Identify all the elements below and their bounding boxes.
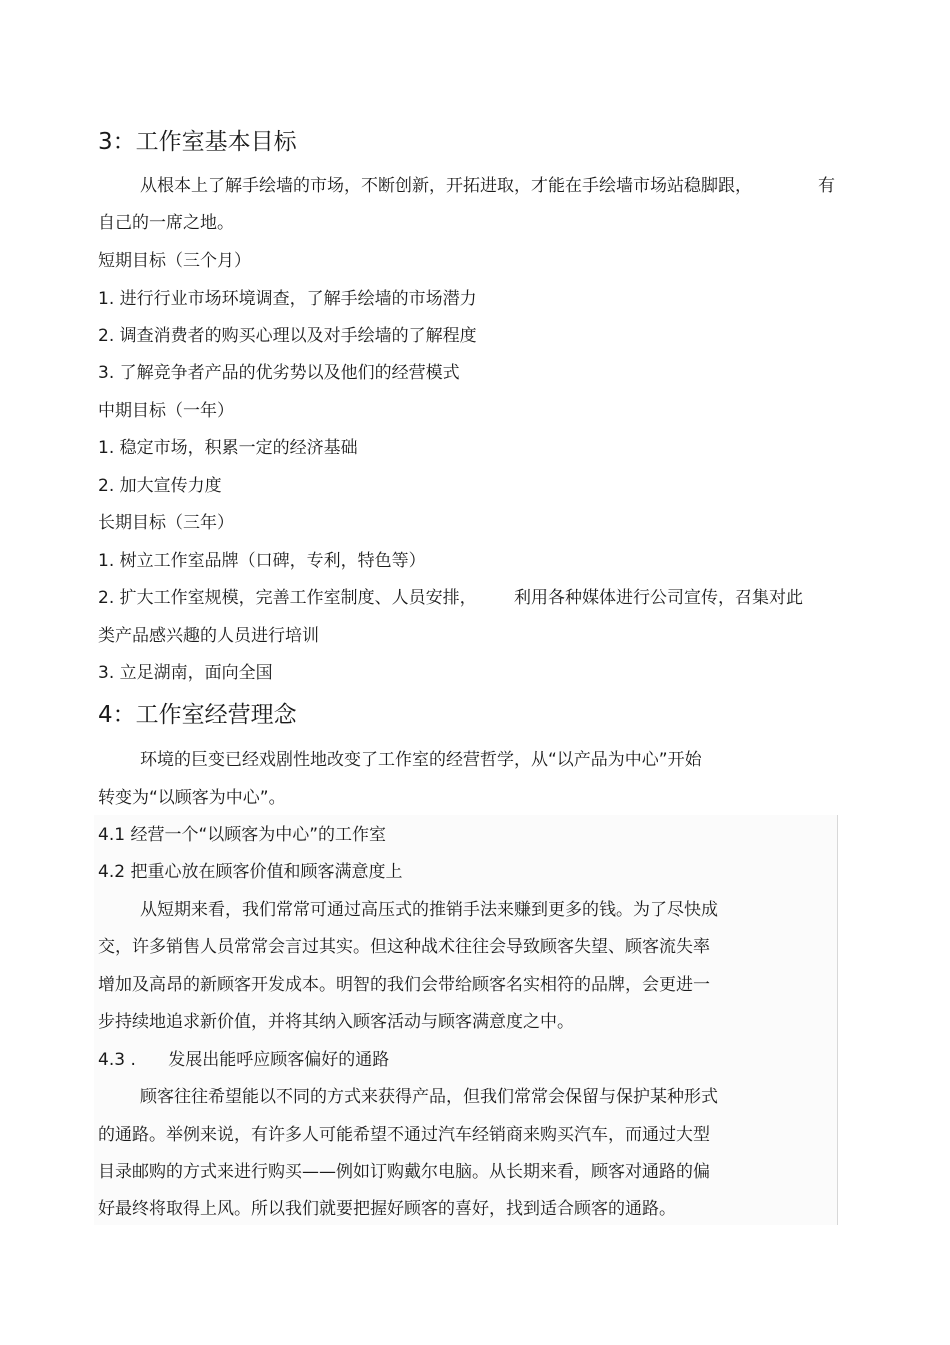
- short-term-item-1: 1. 进行行业市场环境调查，了解手绘墙的市场潜力: [98, 289, 477, 309]
- long-term-item-2-continued: 利用各种媒体进行公司宣传，召集对此: [514, 588, 803, 608]
- subsection-4-3-paragraph-line-1: 顾客往往希望能以不同的方式来获得产品，但我们常常会保留与保护某种形式: [140, 1087, 718, 1107]
- long-term-item-1: 1. 树立工作室品牌（口碑，专利，特色等）: [98, 551, 426, 571]
- short-term-title: 短期目标（三个月）: [98, 251, 251, 271]
- subsection-4-3-paragraph-line-2: 的通路。举例来说，有许多人可能希望不通过汽车经销商来购买汽车，而通过大型: [98, 1125, 710, 1145]
- subsection-4-1-heading: 4.1 经营一个“以顾客为中心”的工作室: [98, 825, 387, 845]
- section-4-intro-line-2: 转变为“以顾客为中心”。: [98, 788, 286, 808]
- short-term-item-2: 2. 调查消费者的购买心理以及对手绘墙的了解程度: [98, 326, 477, 346]
- subsection-4-2-paragraph-line-2: 交，许多销售人员常常会言过其实。但这种战术往往会导致顾客失望、顾客流失率: [98, 937, 710, 957]
- subsection-4-2-heading: 4.2 把重心放在顾客价值和顾客满意度上: [98, 862, 403, 882]
- section-3-intro-line-1-end: 有: [818, 176, 835, 196]
- section-4-intro-line-1: 环境的巨变已经戏剧性地改变了工作室的经营哲学，从“以产品为中心”开始: [140, 750, 702, 770]
- long-term-item-2: 2. 扩大工作室规模，完善工作室制度、人员安排，: [98, 588, 477, 608]
- short-term-item-3: 3. 了解竞争者产品的优劣势以及他们的经营模式: [98, 363, 460, 383]
- long-term-title: 长期目标（三年）: [98, 513, 234, 533]
- mid-term-item-1: 1. 稳定市场，积累一定的经济基础: [98, 438, 358, 458]
- section-3-intro-line-1: 从根本上了解手绘墙的市场，不断创新，开拓进取，才能在手绘墙市场站稳脚跟，: [140, 176, 752, 196]
- section-3-intro-line-2: 自己的一席之地。: [98, 213, 234, 233]
- mid-term-title: 中期目标（一年）: [98, 401, 234, 421]
- section-3-heading: 3：工作室基本目标: [98, 129, 297, 155]
- subsection-4-2-paragraph-line-4: 步持续地追求新价值，并将其纳入顾客活动与顾客满意度之中。: [98, 1012, 574, 1032]
- subsection-4-2-paragraph-line-3: 增加及高昂的新顾客开发成本。明智的我们会带给顾客名实相符的品牌，会更进一: [98, 975, 710, 995]
- subsection-4-3-paragraph-line-3: 目录邮购的方式来进行购买——例如订购戴尔电脑。从长期来看，顾客对通路的偏: [98, 1162, 710, 1182]
- subsection-4-3-paragraph-line-4: 好最终将取得上风。所以我们就要把握好顾客的喜好，找到适合顾客的通路。: [98, 1199, 676, 1219]
- long-term-item-2-line-2: 类产品感兴趣的人员进行培训: [98, 626, 319, 646]
- subsection-4-3-heading: 4.3 . 发展出能呼应顾客偏好的通路: [98, 1050, 390, 1070]
- long-term-item-3: 3. 立足湖南，面向全国: [98, 663, 273, 683]
- subsection-4-2-paragraph-line-1: 从短期来看，我们常常可通过高压式的推销手法来赚到更多的钱。为了尽快成: [140, 900, 718, 920]
- mid-term-item-2: 2. 加大宣传力度: [98, 476, 222, 496]
- section-4-heading: 4：工作室经营理念: [98, 702, 297, 728]
